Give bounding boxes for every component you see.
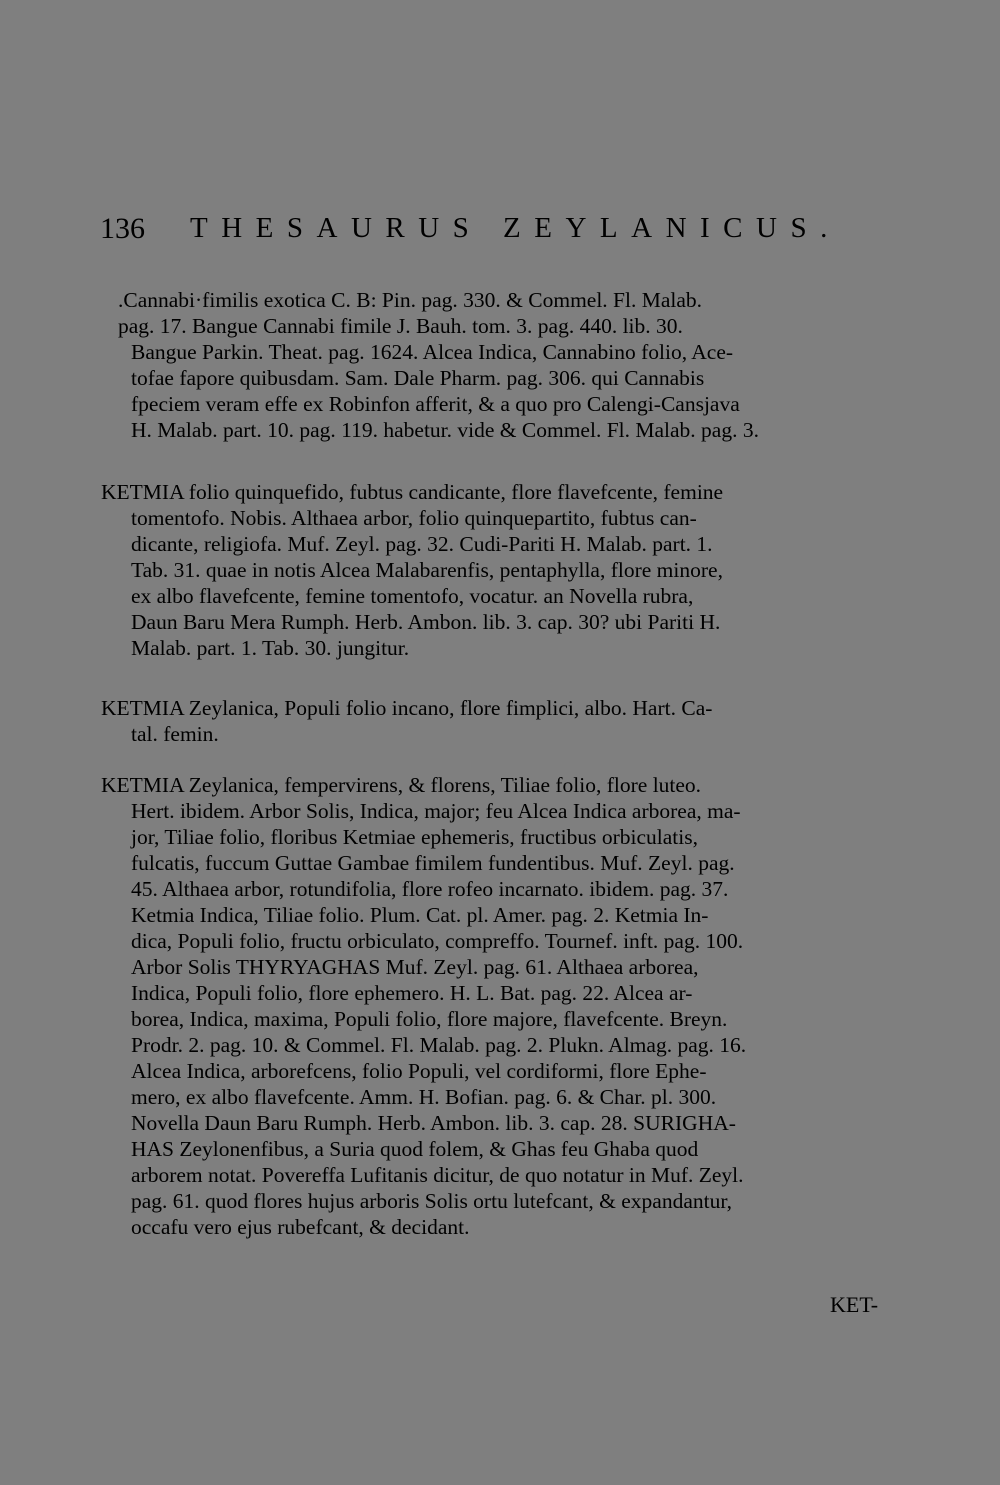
text-line: fpeciem veram effe ex Robinfon afferit, & a quo pro Calengi-Cansjava [131,392,740,416]
text-line: 45. Althaea arbor, rotundifolia, flore rofeo incarnato. ibidem. pag. 37. [131,877,729,901]
text-line: Malab. part. 1. Tab. 30. jungitur. [131,636,410,660]
text-line: Novella Daun Baru Rumph. Herb. Ambon. lib. 3. cap. 28. SURIGHA- [131,1111,736,1135]
text-line: Arbor Solis THYRYAGHAS Muf. Zeyl. pag. 61. Althaea arborea, [131,955,699,979]
text-line: .Cannabi·fimilis exotica C. B: Pin. pag. 330. & Commel. Fl. Malab. [118,288,703,312]
text-line: jor, Tiliae folio, floribus Ketmiae ephemeris, fructibus orbiculatis, [131,825,698,849]
text-line: occafu vero ejus rubefcant, & decidant. [131,1215,470,1239]
text-line: ex albo flavefcente, femine tomentofo, vocatur. an Novella rubra, [131,584,694,608]
text-line: Daun Baru Mera Rumph. Herb. Ambon. lib. 3. cap. 30? ubi Pariti H. [131,610,721,634]
text-line: Alcea Indica, arborefcens, folio Populi, vel cordiformi, flore Ephe- [131,1059,707,1083]
text-line: pag. 17. Bangue Cannabi fimile J. Bauh. tom. 3. pag. 440. lib. 30. [118,314,683,338]
text-line: mero, ex albo flavefcente. Amm. H. Bofian. pag. 6. & Char. pl. 300. [131,1085,717,1109]
text-line: KETMIA Zeylanica, fempervirens, & florens, Tiliae folio, flore luteo. [101,773,702,797]
text-line: Bangue Parkin. Theat. pag. 1624. Alcea Indica, Cannabino folio, Ace- [131,340,734,364]
text-line: KETMIA folio quinquefido, fubtus candicante, flore flavefcente, femine [101,480,724,504]
catchword: KET- [830,1292,879,1317]
text-line: arborem notat. Povereffa Lufitanis dicitur, de quo notatur in Muf. Zeyl. [131,1163,744,1187]
page-header [100,212,860,256]
text-line: dicante, religiofa. Muf. Zeyl. pag. 32. Cudi-Pariti H. Malab. part. 1. [131,532,713,556]
text-line: Indica, Populi folio, flore ephemero. H. L. Bat. pag. 22. Alcea ar- [131,981,693,1005]
text-line: HAS Zeylonenfibus, a Suria quod folem, & Ghas feu Ghaba quod [131,1137,699,1161]
text-line: tofae fapore quibusdam. Sam. Dale Pharm. pag. 306. qui Cannabis [131,366,705,390]
text-line: fulcatis, fuccum Guttae Gambae fimilem fundentibus. Muf. Zeyl. pag. [131,851,735,875]
text-line: tomentofo. Nobis. Althaea arbor, folio quinquepartito, fubtus can- [131,506,697,530]
text-line: pag. 61. quod flores hujus arboris Solis ortu lutefcant, & expandantur, [131,1189,733,1213]
text-line: borea, Indica, maxima, Populi folio, flore majore, flavefcente. Breyn. [131,1007,728,1031]
text-line: H. Malab. part. 10. pag. 119. habetur. vide & Commel. Fl. Malab. pag. 3. [131,418,759,442]
text-line: Prodr. 2. pag. 10. & Commel. Fl. Malab. pag. 2. Plukn. Almag. pag. 16. [131,1033,747,1057]
text-line: dica, Populi folio, fructu orbiculato, compreffo. Tournef. inft. pag. 100. [131,929,744,953]
page-number: 136 [100,212,145,245]
text-line: Tab. 31. quae in notis Alcea Malabarenfis, pentaphylla, flore minore, [131,558,723,582]
text-line: KETMIA Zeylanica, Populi folio incano, flore fimplici, albo. Hart. Ca- [101,696,713,720]
text-line: Ketmia Indica, Tiliae folio. Plum. Cat. pl. Amer. pag. 2. Ketmia In- [131,903,709,927]
running-title: THESAURUS ZEYLANICUS. [190,212,841,244]
text-line: Hert. ibidem. Arbor Solis, Indica, major; feu Alcea Indica arborea, ma- [131,799,741,823]
text-line: tal. femin. [131,722,219,746]
